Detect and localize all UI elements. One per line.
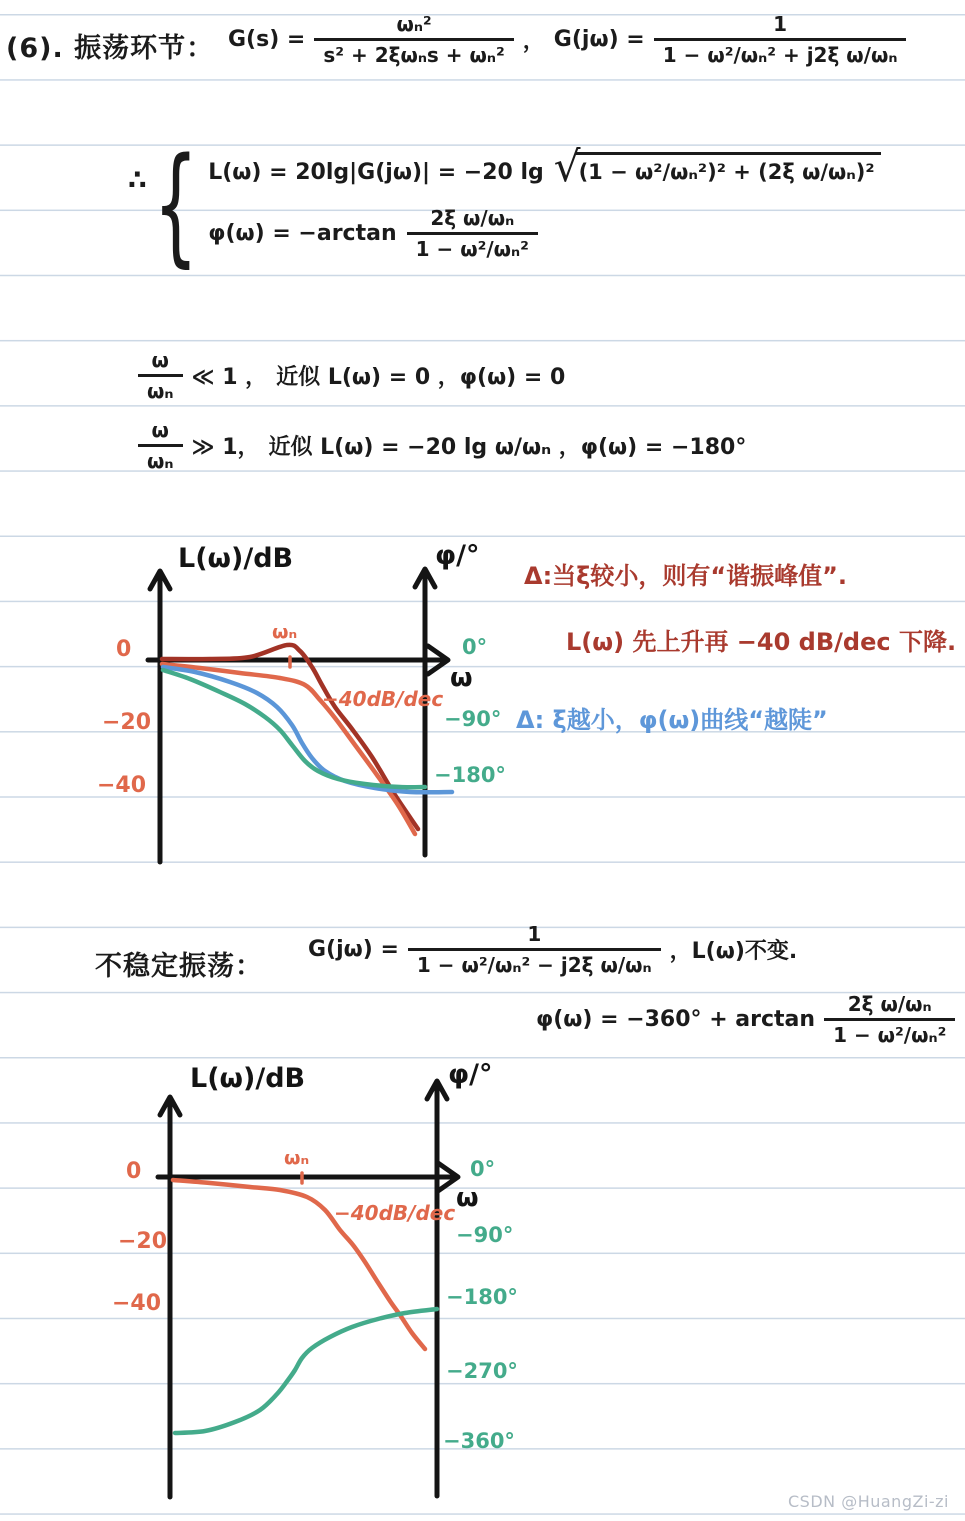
fraction-denominator: s² + 2ξωₙs + ωₙ²	[314, 38, 513, 67]
approx-high-frequency	[138, 418, 746, 473]
left-tick-40: −40	[112, 1291, 162, 1316]
right-axis-label: φ/°	[435, 540, 480, 571]
right-tick-0: 0°	[470, 1157, 496, 1181]
approx-text: 近似 L(ω) = 0 ，φ(ω) = 0	[276, 365, 566, 390]
fraction-denominator: ωₙ	[138, 374, 183, 403]
note-resonant-peak-line2: L(ω) 先上升再 −40 dB/dec 下降.	[566, 628, 957, 656]
wn-label: ωₙ	[284, 1147, 310, 1169]
therefore-symbol: ∴	[128, 164, 147, 196]
sqrt-expression	[553, 141, 881, 194]
fraction-numerator: ωₙ²	[396, 12, 432, 36]
fraction-denominator: 1 − ω²/ωₙ² + j2ξ ω/ωₙ	[654, 38, 907, 67]
section2-heading: 不稳定振荡：	[95, 951, 263, 982]
slope-label: −40dB/dec	[334, 1201, 456, 1225]
right-tick-180: −180°	[434, 763, 506, 787]
approx-low-frequency	[138, 348, 565, 403]
fraction-denominator: 1 − ω²/ωₙ²	[824, 1018, 955, 1047]
fraction-numerator: ω	[151, 348, 169, 372]
bode-plot-oscillation	[90, 540, 535, 895]
omega-ratio-fraction	[138, 348, 183, 403]
right-axis-label: φ/°	[448, 1059, 493, 1090]
phase-formula	[208, 206, 880, 261]
chart-axes	[148, 569, 448, 862]
bode-plot-unstable-oscillation	[90, 1059, 540, 1521]
left-tick-20: −20	[102, 710, 152, 735]
note-resonant-peak-line1: Δ:当ξ较小，则有“谐振峰值”.	[524, 562, 848, 590]
relation: ≫ 1，	[191, 435, 260, 460]
left-tick-40: −40	[97, 773, 147, 798]
magnitude-phase-system	[128, 131, 881, 280]
fraction-numerator: 1	[773, 12, 788, 36]
sqrt-radicand: (1 − ω²/ωₙ²)² + (2ξ ω/ωₙ)²	[576, 152, 881, 184]
left-axis-label: L(ω)/dB	[178, 543, 294, 574]
unstable-freq-fn-formula	[308, 922, 797, 977]
watermark: CSDN @HuangZi-zi	[788, 1492, 949, 1511]
wn-label: ωₙ	[272, 621, 298, 643]
left-tick-20: −20	[118, 1229, 168, 1254]
transfer-fn-fraction	[314, 12, 513, 67]
fraction-numerator: 2ξ ω/ωₙ	[430, 205, 515, 230]
phase-fraction	[824, 992, 955, 1047]
fraction-denominator: ωₙ	[138, 444, 183, 473]
approx-text: 近似 L(ω) = −20 lg ω/ωₙ ，φ(ω) = −180°	[268, 435, 747, 460]
relation: ≪ 1 ，	[191, 365, 268, 390]
right-tick-90: −90°	[456, 1223, 514, 1247]
fraction-numerator: ω	[151, 418, 169, 442]
magnitude-formula	[208, 141, 880, 194]
right-tick-360: −360°	[443, 1429, 515, 1453]
phase-lhs: φ(ω) = −360° + arctan	[536, 1007, 816, 1032]
right-tick-270: −270°	[446, 1359, 518, 1383]
slope-label: −40dB/dec	[322, 687, 444, 711]
note-phase-steepness: Δ: ξ越小，φ(ω)曲线“越陡”	[516, 706, 828, 734]
system-brace: {	[153, 131, 198, 280]
freq-fn-lhs: G(jω) =	[308, 937, 399, 962]
right-tick-180: −180°	[446, 1285, 518, 1309]
transfer-function-formula	[228, 12, 906, 67]
fraction-numerator: 2ξ ω/ωₙ	[847, 992, 932, 1016]
left-axis-label: L(ω)/dB	[190, 1063, 306, 1094]
section1-heading: (6). 振荡环节：	[6, 33, 215, 64]
freq-fn-fraction	[654, 12, 907, 67]
left-tick-0: 0	[126, 1159, 142, 1184]
unstable-phase-formula	[536, 992, 955, 1047]
chart-axes	[158, 1081, 458, 1497]
formula-separator: ，	[522, 29, 545, 54]
freq-fn-lhs: G(jω) =	[553, 27, 645, 52]
magnitude-unchanged-text: ，L(ω)不变.	[669, 939, 798, 964]
x-axis-label: ω	[450, 663, 473, 693]
system-rows	[208, 141, 880, 261]
transfer-fn-lhs: G(s) =	[228, 27, 306, 52]
fraction-numerator: 1	[527, 922, 542, 946]
sqrt-symbol: √	[553, 141, 581, 191]
phase-fraction	[407, 206, 538, 261]
freq-fn-fraction	[408, 922, 661, 977]
fraction-denominator: 1 − ω²/ωₙ²	[407, 232, 538, 261]
x-axis-label: ω	[456, 1183, 479, 1213]
left-tick-0: 0	[116, 637, 132, 662]
curve-phase-unstable	[175, 1309, 437, 1433]
fraction-denominator: 1 − ω²/ωₙ² − j2ξ ω/ωₙ	[408, 948, 661, 977]
omega-ratio-fraction	[138, 418, 183, 473]
right-tick-90: −90°	[444, 707, 502, 731]
phase-lhs: φ(ω) = −arctan	[208, 220, 397, 246]
right-tick-0: 0°	[462, 635, 488, 659]
magnitude-lhs: L(ω) = 20lg|G(jω)| = −20 lg	[208, 160, 544, 185]
